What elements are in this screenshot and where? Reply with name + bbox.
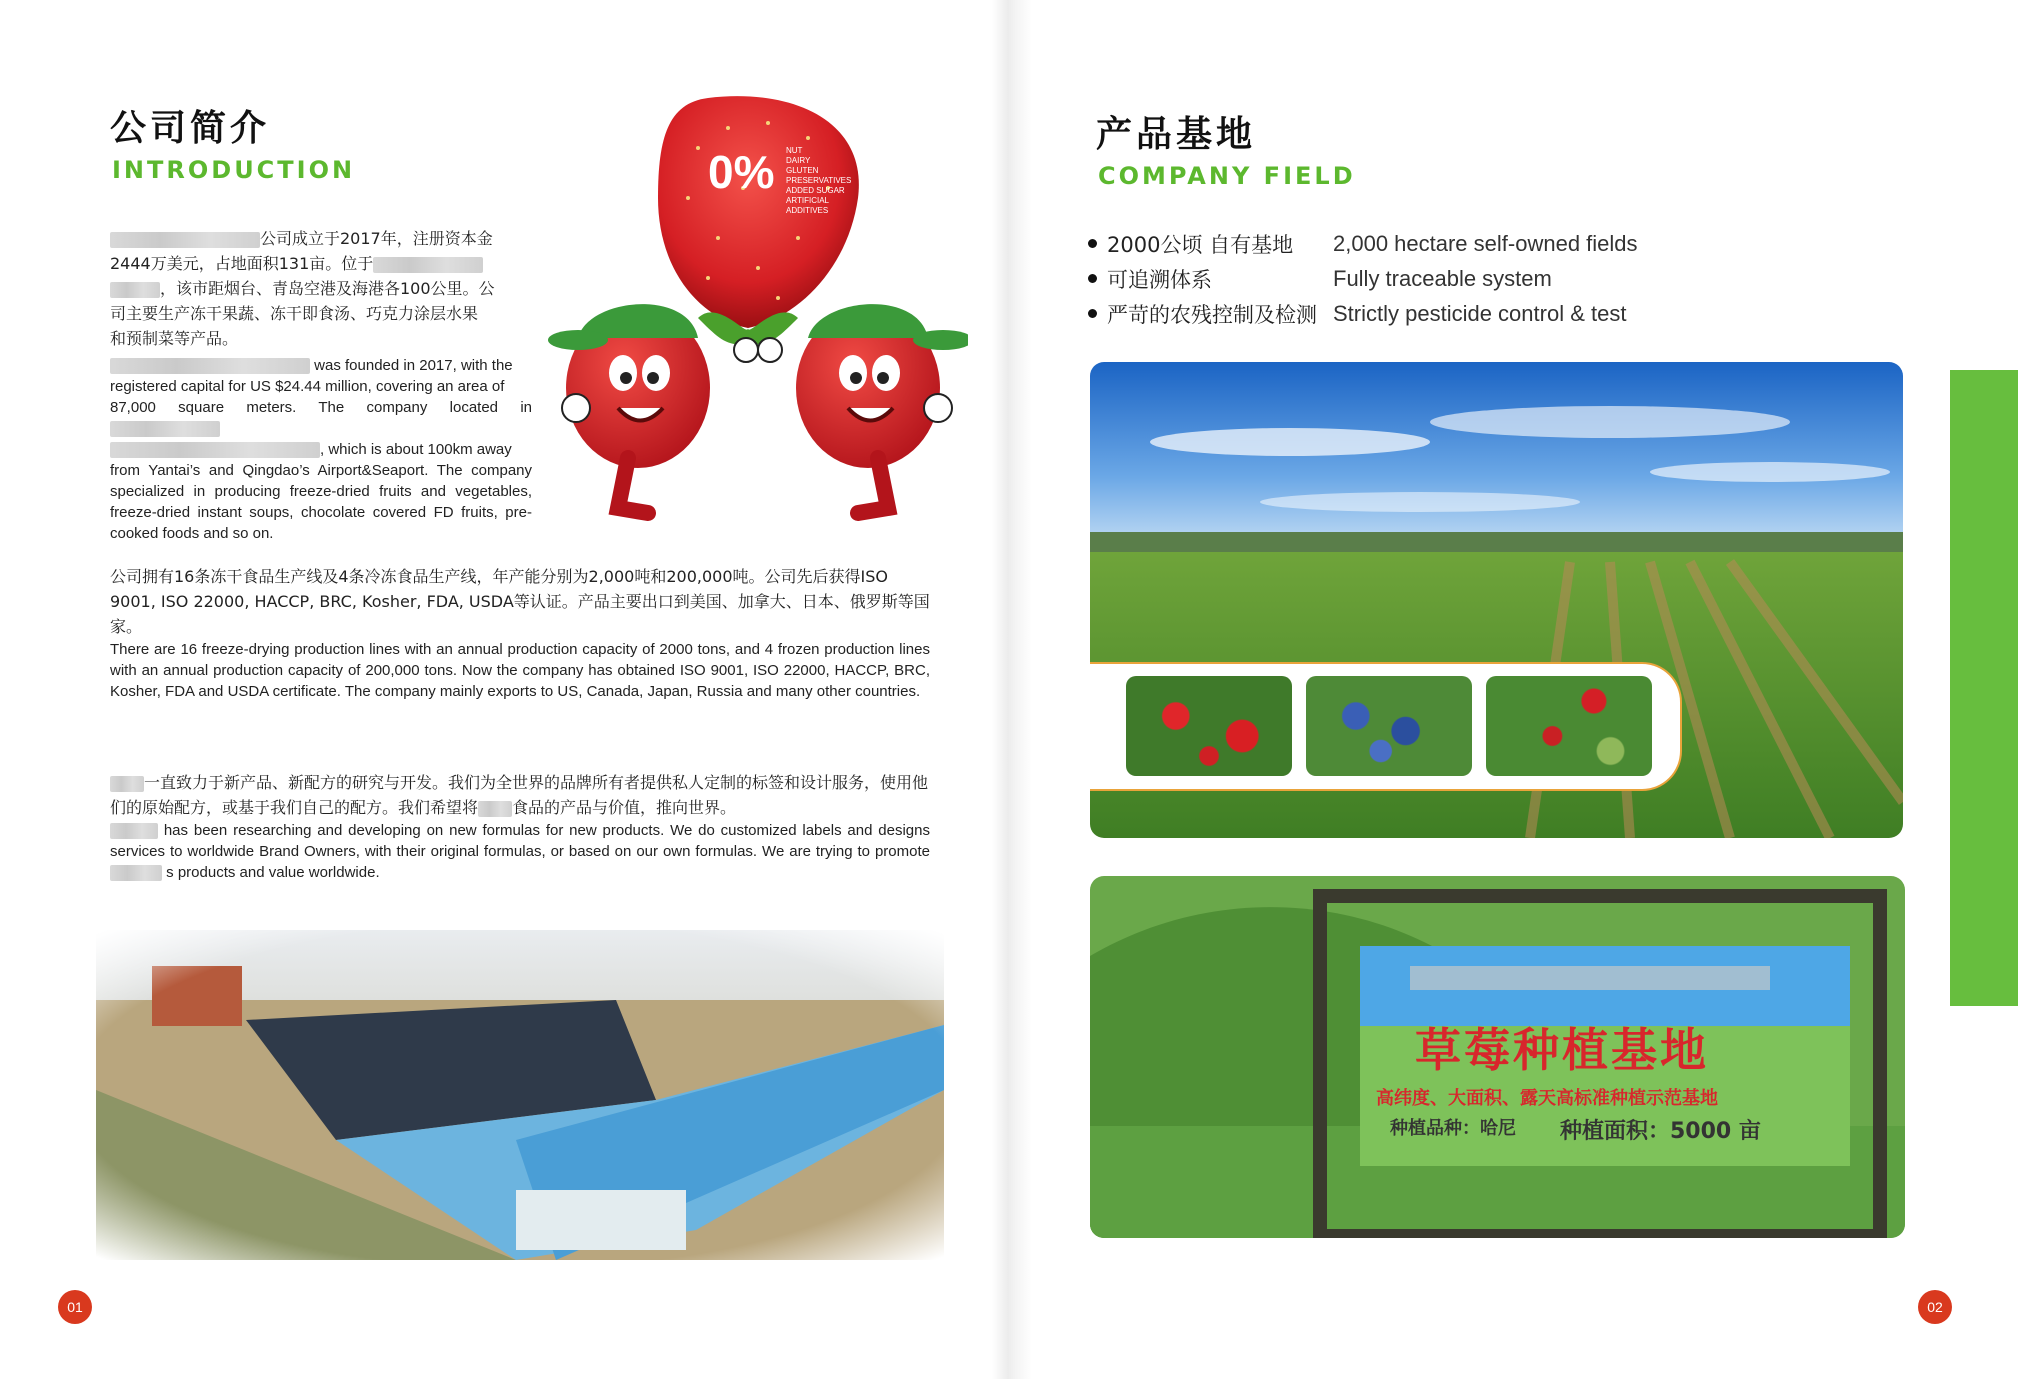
bullet-cn: 可追溯体系 <box>1107 267 1212 292</box>
p1-cn-line1: 公司成立于2017年，注册资本金 <box>260 229 493 248</box>
bullet-dot-icon <box>1088 309 1097 318</box>
berry-list-item: GLUTEN <box>786 166 819 175</box>
berry-list-item: NUT <box>786 146 803 155</box>
berry-list-item: ARTIFICIAL <box>786 196 829 205</box>
p1-en-line1: was founded in 2017, with the <box>314 357 513 374</box>
bullet-en: 2,000 hectare self-owned fields <box>1333 230 1638 256</box>
intro-paragraph-2 <box>110 564 930 702</box>
bullet-cn: 严苛的农残控制及检测 <box>1107 302 1317 327</box>
p1-en-line5: from Yantai’s and Qingdao’s Airport&Seaport. The company specialized in producing freeze-dried fruits and vegetables, freeze-dried instant soups, chocolate covered FD fruits, pre-cooked foods and so on. <box>110 462 532 542</box>
p1-cn-line3: ，该市距烟台、青岛空港及海港各100公里。公 <box>160 279 495 298</box>
thumbnail-panel <box>1090 662 1682 791</box>
sign-subtitle: 高纬度、大面积、露天高标准种植示范基地 <box>1376 1088 1718 1109</box>
bullet-item <box>1088 261 1688 296</box>
bullet-dot-icon <box>1088 239 1097 248</box>
bullet-en: Strictly pesticide control & test <box>1333 300 1627 326</box>
p1-en-line3: 87,000 square meters. The company located in <box>110 399 532 416</box>
p3-en-b: s products and value worldwide. <box>166 864 380 881</box>
strawberry-plant-thumbnail <box>1486 676 1652 776</box>
p3-en-a: has been researching and developing on new formulas for new products. We do customized labels and designs services to worldwide Brand Owners, with their original formulas, or based on our own formulas. We are trying to promote <box>110 822 930 860</box>
sign-area: 种植面积：5000 亩 <box>1560 1119 1761 1144</box>
green-side-tab <box>1950 370 2018 1006</box>
factory-aerial-photo <box>96 930 944 1260</box>
left-page <box>0 0 1008 1379</box>
strawberry-thumbnail <box>1126 676 1292 776</box>
strawberry-mascot-illustration <box>548 88 968 528</box>
bullet-en: Fully traceable system <box>1333 265 1552 291</box>
p2-en: There are 16 freeze-drying production lines with an annual production capacity of 2000 tons, and 4 frozen production lines with an annual production capacity of 200,000 tons. Now the company has obtained ISO 9001, ISO 22000, HACCP, BRC, Kosher, FDA and USDA certificate. The company mainly exports to US, Canada, Japan, Russia and many other countries. <box>110 641 930 700</box>
strawberry-field-photo <box>1090 362 1903 838</box>
p1-cn-line5: 和预制菜等产品。 <box>110 329 239 348</box>
blueberry-thumbnail <box>1306 676 1472 776</box>
p3-cn-b: 食品的产品与价值，推向世界。 <box>512 798 737 817</box>
p1-cn-line2: 2444万美元，占地面积131亩。位于 <box>110 254 374 273</box>
field-title-en: COMPANY FIELD <box>1098 162 1356 190</box>
intro-title-en: INTRODUCTION <box>112 156 356 184</box>
p1-cn-line4: 司主要生产冻干果蔬、冻干即食汤、巧克力涂层水果 <box>110 304 479 323</box>
page-number-left: 01 <box>58 1290 92 1324</box>
p3-cn-a: 一直致力于新产品、新配方的研究与开发。我们为全世界的品牌所有者提供私人定制的标签和设计服务，使用他们的原始配方，或基于我们自己的配方。我们希望将 <box>110 773 929 817</box>
sign-title: 草莓种植基地 <box>1415 1023 1709 1077</box>
intro-paragraph-1 <box>110 226 532 544</box>
page-number-right: 02 <box>1918 1290 1952 1324</box>
bullet-item <box>1088 226 1688 261</box>
sign-variety: 种植品种：哈尼 <box>1390 1118 1516 1139</box>
field-title-cn: 产品基地 <box>1096 114 1257 155</box>
intro-paragraph-3 <box>110 770 930 883</box>
berry-list-item: DAIRY <box>786 156 811 165</box>
intro-title-cn: 公司简介 <box>110 108 271 149</box>
berry-list-item: ADDITIVES <box>786 206 829 215</box>
zero-percent-label: 0% <box>708 146 775 198</box>
bullet-cn: 2000公顷 自有基地 <box>1107 232 1294 257</box>
p2-cn: 公司拥有16条冻干食品生产线及4条冷冻食品生产线，年产能分别为2,000吨和200,000吨。公司先后获得ISO 9001, ISO 22000, HACCP, BRC, Kosher, FDA, USDA等认证。产品主要出口到美国、加拿大、日本、俄罗斯等国家。 <box>110 567 930 636</box>
field-bullet-list <box>1088 226 1688 331</box>
strawberry-base-sign-photo <box>1090 876 1905 1238</box>
bullet-dot-icon <box>1088 274 1097 283</box>
p1-en-line4: , which is about 100km away <box>320 441 512 458</box>
p1-en-line2: registered capital for US $24.44 million, covering an area of <box>110 378 505 395</box>
berry-list-item: PRESERVATIVES <box>786 176 852 185</box>
bullet-item <box>1088 296 1688 331</box>
berry-list-item: ADDED SUGAR <box>786 186 845 195</box>
